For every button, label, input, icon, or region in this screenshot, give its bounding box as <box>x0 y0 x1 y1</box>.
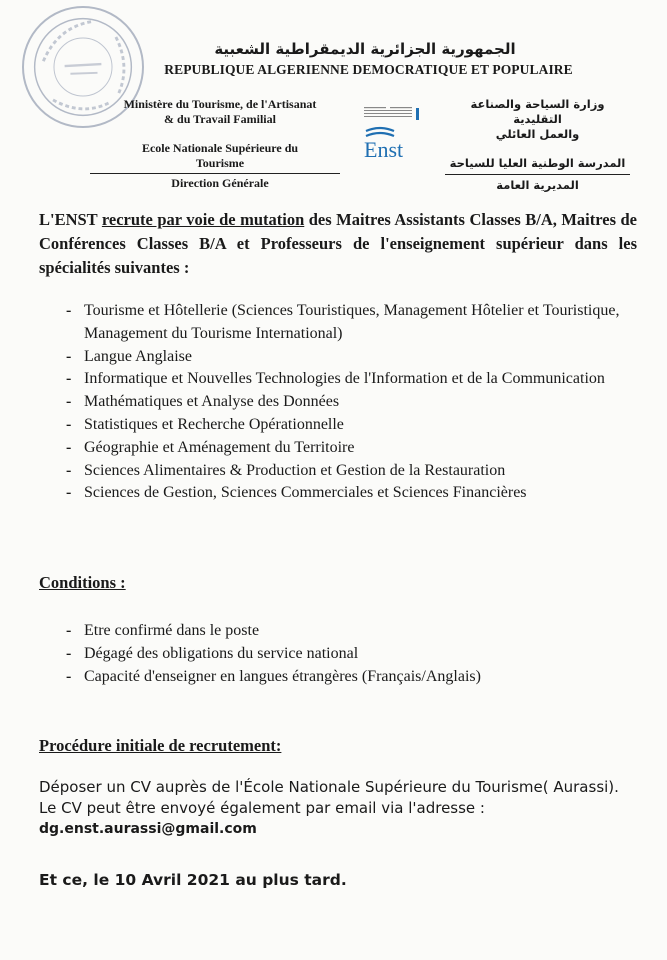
french-republic-title: REPUBLIQUE ALGERIENNE DEMOCRATIQUE ET POPULAIRE <box>164 62 573 77</box>
announcement-intro: L'ENST recrute par voie de mutation des Maitres Assistants Classes B/A, Maitres de Conférences Classes B/A et Professeurs de l'enseignement supérieur dans les spécialités suivantes : <box>39 210 637 277</box>
list-item: - Tourisme et Hôtellerie (Sciences Touristiques, Management Hôtelier et Touristique, Management du Tourisme International) <box>40 300 640 346</box>
contact-email: dg.enst.aurassi@gmail.com <box>39 821 257 837</box>
header-left-block <box>100 97 340 191</box>
ministry-name-ar: وزارة السياحة والصناعة التقليدية والعمل العائلي <box>470 97 605 141</box>
conditions-heading: Conditions : <box>39 573 126 592</box>
conditions-list <box>40 619 640 688</box>
logo-text: Enst <box>364 137 404 162</box>
list-item: - Sciences Alimentaires & Production et Gestion de la Restauration <box>40 460 640 483</box>
list-item: - Capacité d'enseigner en langues étrangères (Français/Anglais) <box>40 665 640 688</box>
header-divider-ar <box>445 174 630 175</box>
procedure-heading: Procédure initiale de recrutement: <box>39 736 282 755</box>
direction-ar: المديرية العامة <box>496 178 579 192</box>
school-name-ar: المدرسة الوطنية العليا للسياحة <box>449 156 626 170</box>
procedure-text: Déposer un CV auprès de l'École Nationale Supérieure du Tourisme( Aurassi). Le CV peut être envoyé également par email via l'adresse : dg.enst.aurassi@gmail.com <box>39 777 639 840</box>
list-item: - Statistiques et Recherche Opérationnelle <box>40 414 640 437</box>
recruitment-mode: recrute par voie de mutation <box>101 210 305 229</box>
arabic-republic-title: الجمهورية الجزائرية الديمقراطية الشعبية <box>214 40 516 58</box>
ministry-name-fr: Ministère du Tourisme, de l'Artisanat & du Travail Familial <box>123 97 317 126</box>
header-divider <box>90 173 340 174</box>
list-item: - Etre confirmé dans le poste <box>40 619 640 642</box>
direction-fr: Direction Générale <box>171 176 269 190</box>
school-name-fr: Ecole Nationale Supérieure du Tourisme <box>141 141 299 170</box>
header-right-block <box>445 97 630 193</box>
list-item: - Mathématiques et Analyse des Données <box>40 391 640 414</box>
list-item: - Géographie et Aménagement du Territoire <box>40 437 640 460</box>
list-item: - Langue Anglaise <box>40 346 640 369</box>
list-item: - Informatique et Nouvelles Technologies de l'Information et de la Communication <box>40 368 640 391</box>
list-item: - Dégagé des obligations du service national <box>40 642 640 665</box>
deadline-text: Et ce, le 10 Avril 2021 au plus tard. <box>39 871 347 889</box>
enst-logo <box>360 105 435 163</box>
list-item: - Sciences de Gestion, Sciences Commerciales et Sciences Financières <box>40 482 640 505</box>
specialties-list <box>40 300 640 505</box>
